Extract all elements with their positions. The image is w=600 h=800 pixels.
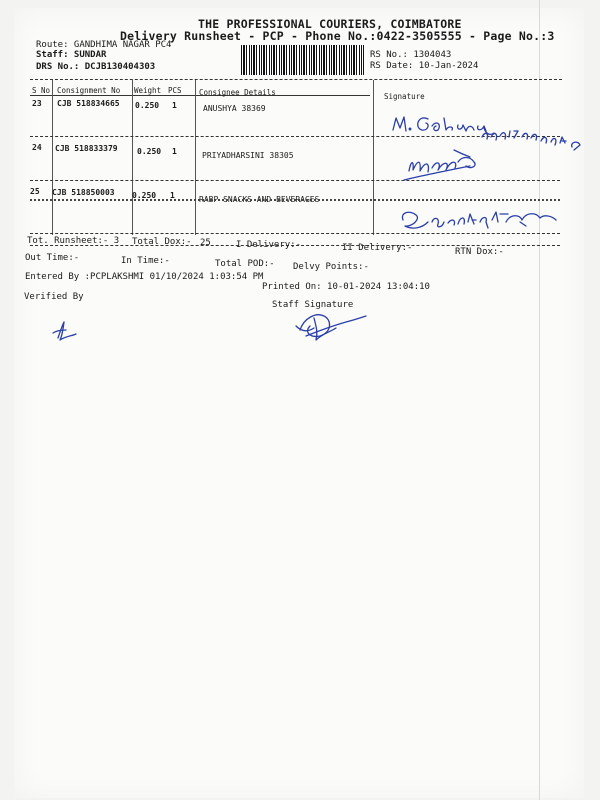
row-sno: 24 <box>32 143 42 152</box>
total-dox-label: Total Dox:- <box>132 237 192 247</box>
signature-row-23 <box>393 117 580 150</box>
row-sno: 25 <box>30 187 40 196</box>
staff-signature-mark <box>296 315 366 340</box>
ii-delivery: II Delivery:- <box>342 243 413 253</box>
row-consignee: ANUSHYA 38369 <box>203 104 266 113</box>
row-pcs: 1 <box>172 147 177 156</box>
row-weight: 0.250 <box>137 147 162 156</box>
entered-by: Entered By :PCPLAKSHMI 01/10/2024 1:03:54 PM <box>25 272 264 282</box>
col-consignee: Consignee Details <box>199 88 276 97</box>
route-label: Route: GANDHIMA NAGAR PC4 <box>36 40 172 50</box>
in-time: In Time:- <box>121 256 170 266</box>
row-consignee: PRIYADHARSINI 38305 <box>202 151 294 160</box>
out-time: Out Time:- <box>25 253 80 263</box>
total-dox-value: 25 <box>200 238 211 248</box>
runsheet-title: Delivery Runsheet - PCP - Phone No.:0422-3505555 - Page No.:3 <box>120 29 555 43</box>
tot-runsheet: Tot. Runsheet:- 3 <box>27 236 120 246</box>
row-pcs: 1 <box>172 101 177 110</box>
staff-signature-label: Staff Signature <box>272 300 354 310</box>
row-consignment: CJB 518833379 <box>55 144 118 153</box>
row-sno: 23 <box>32 99 42 108</box>
drs-number: DRS No.: DCJB130404303 <box>36 62 156 72</box>
rs-number: RS No.: 1304043 <box>370 50 452 60</box>
col-consignment: Consignment No <box>57 86 121 95</box>
signature-row-25 <box>402 212 556 228</box>
col-weight: Weight <box>134 86 162 95</box>
row-consignment: CJB 518850003 <box>52 188 115 197</box>
col-pcs: PCS <box>168 86 182 95</box>
company-name: THE PROFESSIONAL COURIERS, COIMBATORE <box>198 17 462 31</box>
verified-by: Verified By <box>24 292 84 302</box>
row-consignment: CJB 518834665 <box>57 99 120 108</box>
delvy-points: Delvy Points:- <box>293 262 369 272</box>
printed-on: Printed On: 10-01-2024 13:04:10 <box>262 282 430 292</box>
row-consignee: RABP SNACKS AND BEVERAGES <box>199 195 320 204</box>
i-delivery: I Delivery:- <box>236 240 302 250</box>
row-pcs: 1 <box>170 191 175 200</box>
signature-row-24 <box>404 150 475 180</box>
col-sno: S No <box>32 86 51 95</box>
rs-date: RS Date: 10-Jan-2024 <box>370 61 479 71</box>
total-pod: Total POD:- <box>215 259 275 269</box>
row-weight: 0.250 <box>135 101 160 110</box>
col-signature: Signature <box>384 92 425 101</box>
staff-label: Staff: SUNDAR <box>36 50 107 60</box>
row-weight: 0.250 <box>132 191 157 200</box>
verified-by-mark <box>53 322 76 340</box>
rtn-dox: RTN Dox:- <box>455 247 504 257</box>
